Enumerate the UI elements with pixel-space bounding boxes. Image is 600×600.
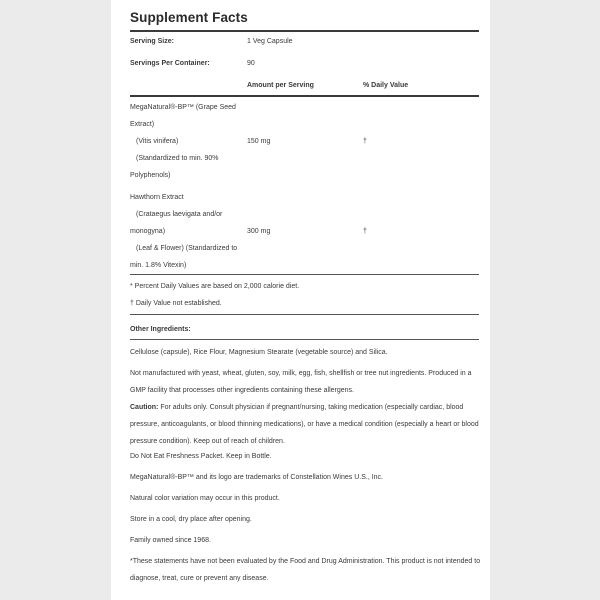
ingredient-line: (Vitis vinifera): [136, 138, 179, 145]
ingredients-divider: [130, 274, 479, 275]
other-ingredients-divider: [130, 339, 479, 340]
footnote: * Percent Daily Values are based on 2,000 calorie diet.: [130, 283, 300, 290]
note-line: MegaNatural®-BP™ and its logo are trademarks of Constellation Wines U.S., Inc.: [130, 474, 383, 481]
serving-size-value: 1 Veg Capsule: [247, 38, 293, 45]
note-line: Do Not Eat Freshness Packet. Keep in Bottle.: [130, 453, 272, 460]
ingredient-line: monogyna): [130, 228, 166, 235]
ingredient-line: (Crataegus laevigata and/or: [136, 211, 223, 218]
other-ingredients-label: Other Ingredients:: [130, 326, 191, 333]
note-line: Store in a cool, dry place after opening.: [130, 516, 252, 523]
caution-paragraph: [130, 399, 482, 450]
serving-size-label: Serving Size:: [130, 38, 174, 45]
fda-disclaimer: *These statements have not been evaluated by the Food and Drug Administration. This product is not intended to diagnose, treat, cure or prevent any disease.: [130, 558, 481, 582]
supplement-facts-panel: [111, 0, 490, 600]
ingredient-daily-value: †: [363, 228, 367, 235]
other-ingredients-text: Cellulose (capsule), Rice Flour, Magnesium Stearate (vegetable source) and Silica.: [130, 349, 388, 356]
header-divider: [130, 95, 479, 97]
ingredient-line: min. 1.8% Vitexin): [130, 262, 187, 269]
note-line: Family owned since 1968.: [130, 537, 211, 544]
amount-column-header: Amount per Serving: [247, 82, 314, 89]
ingredient-line: (Leaf & Flower) (Standardized to: [136, 245, 238, 252]
ingredient-daily-value: †: [363, 138, 367, 145]
page-title: Supplement Facts: [130, 10, 248, 25]
ingredient-line: (Standardized to min. 90%: [136, 155, 219, 162]
daily-value-column-header: % Daily Value: [363, 82, 409, 89]
footnotes-divider: [130, 314, 479, 315]
servings-per-container-value: 90: [247, 60, 255, 67]
caution-text: For adults only. Consult physician if pregnant/nursing, taking medication (especially cardiac, blood pressure, anticoagulants, or blood thinning medications), or have a medical condition (especially a heart or blood pressure condition). Keep out of reach of children.: [130, 404, 479, 445]
ingredient-amount: 300 mg: [247, 228, 271, 235]
footnote: † Daily Value not established.: [130, 300, 222, 307]
title-divider: [130, 30, 479, 32]
ingredient-line: Polyphenols): [130, 172, 171, 179]
allergen-note: Not manufactured with yeast, wheat, gluten, soy, milk, egg, fish, shellfish or tree nut ingredients. Produced in a GMP facility that processes other ingredients containing these allergens.: [130, 370, 472, 394]
note-line: Natural color variation may occur in this product.: [130, 495, 280, 502]
servings-per-container-label: Servings Per Container:: [130, 60, 210, 67]
caution-label: Caution:: [130, 404, 159, 411]
ingredient-amount: 150 mg: [247, 138, 271, 145]
ingredient-line: Extract): [130, 121, 155, 128]
ingredient-line: MegaNatural®-BP™ (Grape Seed: [130, 104, 236, 111]
ingredient-line: Hawthorn Extract: [130, 194, 184, 201]
